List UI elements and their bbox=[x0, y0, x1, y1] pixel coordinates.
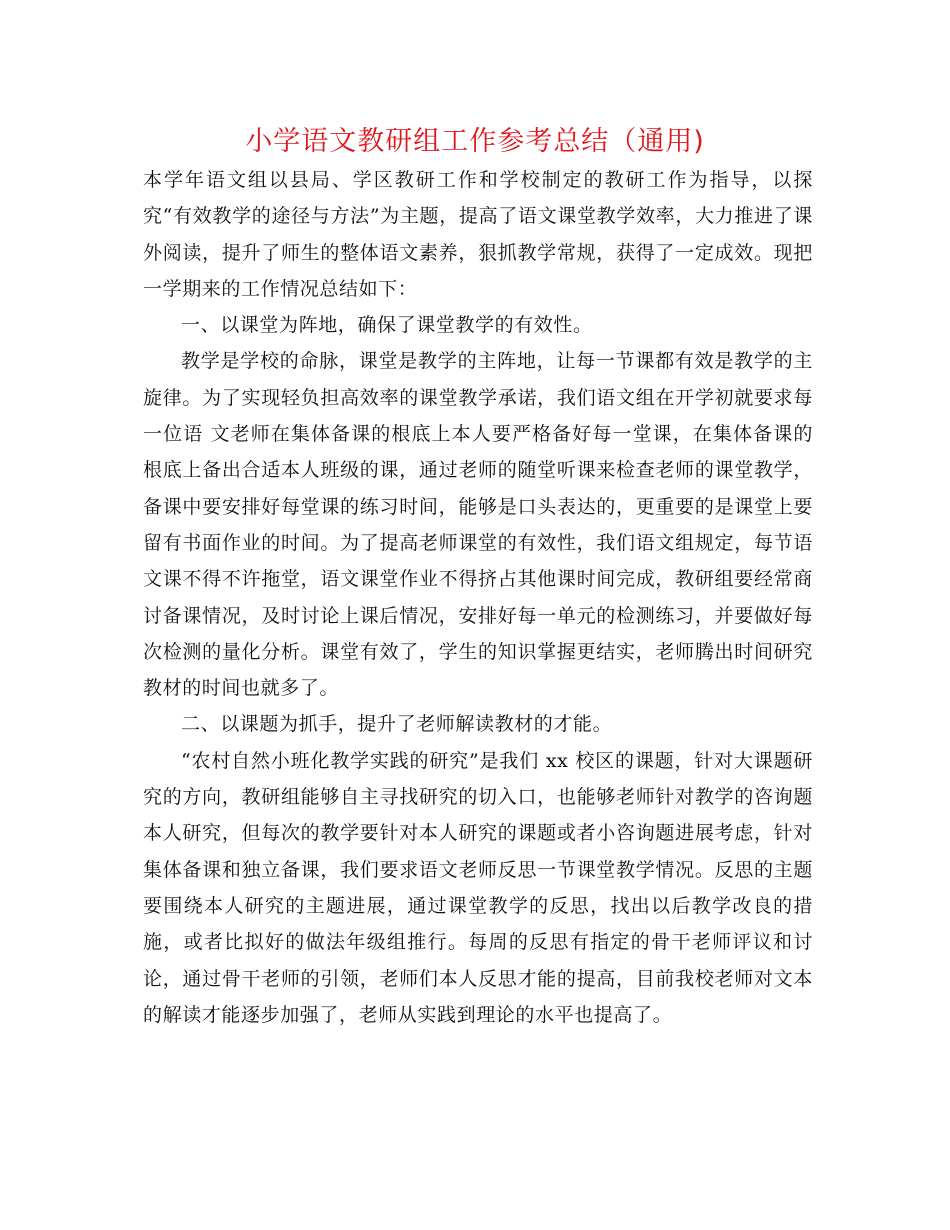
body-paragraph-2: “农村自然小班化教学实践的研究”是我们 xx 校区的课题，针对大课题研究的方向，教研组能够自主寻找研究的切入口，也能够老师针对教学的咨询题本人研究，但每次的教学要针对本人研究的课题或者小咨询题进展考虑，针对集体备课和独立备课，我们要求语文老师反思一节课堂教学情况。反思的主题要围绕本人研究的主题进展，通过课堂教学的反思，找出以后教学改良的措施，或者比拟好的做法年级组推行。每周的反思有指定的骨干老师评议和讨论，通过骨干老师的引领，老师们本人反思才能的提高，目前我校老师对文本的解读才能逐步加强了，老师从实践到理论的水平也提高了。 bbox=[143, 749, 813, 1026]
intro-paragraph: 本学年语文组以县局、学区教研工作和学校制定的教研工作为指导，以探究“有效教学的途径与方法”为主题，提高了语文课堂教学效率，大力推进了课外阅读，提升了师生的整体语文素养，狠抓教学常规，获得了一定成效。现把一学期来的工作情况总结如下： bbox=[143, 169, 813, 300]
section-heading-2: 二、以课题为抓手，提升了老师解读教材的才能。 bbox=[181, 713, 613, 736]
section-heading-1: 一、以课堂为阵地，确保了课堂教学的有效性。 bbox=[181, 314, 593, 337]
body-paragraph-1: 教学是学校的命脉，课堂是教学的主阵地，让每一节课都有效是教学的主旋律。为了实现轻负担高效率的课堂教学承诺，我们语文组在开学初就要求每一位语 文老师在集体备课的根底上本人要严格备好每一堂课，在集体备课的根底上备出合适本人班级的课，通过老师的随堂听课来检查老师的课堂教学，备课中要安排好每堂课的练习时间，能够是口头表达的，更重要的是课堂上要留有书面作业的时间。为了提高老师课堂的有效性，我们语文组规定，每节语文课不得不许拖堂，语文课堂作业不得挤占其他课时间完成，教研组要经常商讨备课情况，及时讨论上课后情况，安排好每一单元的检测练习，并要做好每次检测的量化分析。课堂有效了，学生的知识掌握更结实，老师腾出时间研究教材的时间也就多了。 bbox=[143, 350, 813, 700]
document-body bbox=[143, 162, 813, 1033]
document-title: 小学语文教研组工作参考总结（通用) bbox=[245, 126, 705, 157]
